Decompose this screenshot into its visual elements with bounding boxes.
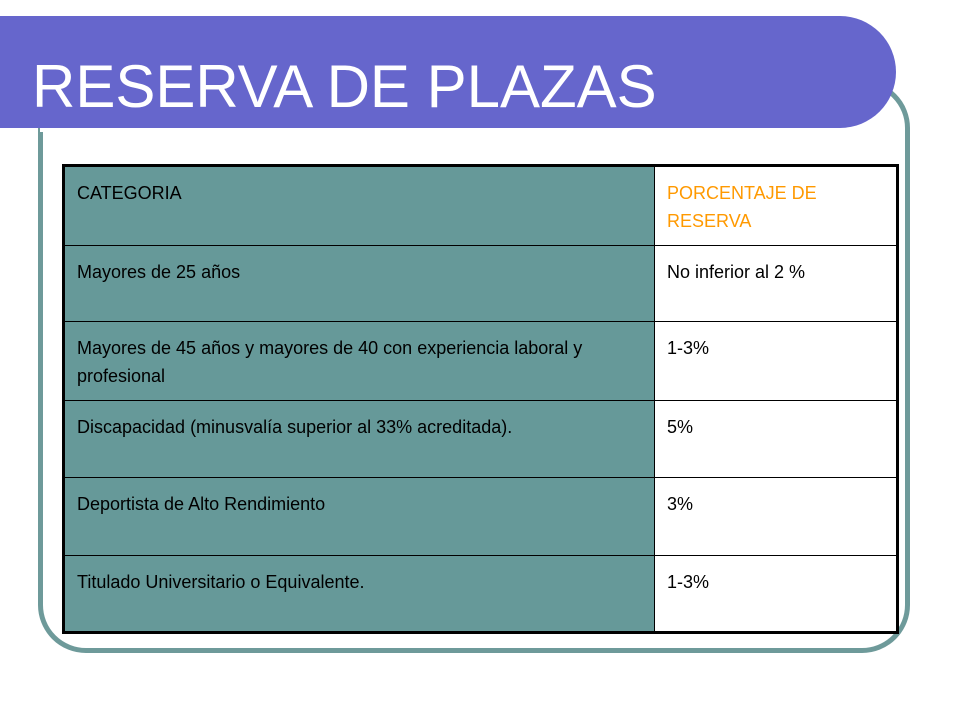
slide-title: RESERVA DE PLAZAS bbox=[32, 53, 657, 120]
header-category: CATEGORIA bbox=[64, 166, 655, 246]
category-cell: Titulado Universitario o Equivalente. bbox=[64, 556, 655, 633]
category-cell: Mayores de 45 años y mayores de 40 con experiencia laboral y profesional bbox=[64, 322, 655, 401]
title-bar bbox=[0, 16, 896, 128]
percentage-cell: 3% bbox=[655, 478, 898, 556]
table-row bbox=[64, 556, 898, 633]
header-percentage: PORCENTAJE DE RESERVA bbox=[655, 166, 898, 246]
table-row bbox=[64, 246, 898, 322]
table-row bbox=[64, 401, 898, 478]
percentage-cell: No inferior al 2 % bbox=[655, 246, 898, 322]
category-cell: Discapacidad (minusvalía superior al 33% acreditada). bbox=[64, 401, 655, 478]
table-row bbox=[64, 478, 898, 556]
table-row bbox=[64, 322, 898, 401]
title-underline bbox=[40, 128, 848, 132]
percentage-cell: 5% bbox=[655, 401, 898, 478]
category-cell: Deportista de Alto Rendimiento bbox=[64, 478, 655, 556]
percentage-cell: 1-3% bbox=[655, 322, 898, 401]
reservation-table bbox=[62, 164, 899, 634]
category-cell: Mayores de 25 años bbox=[64, 246, 655, 322]
percentage-cell: 1-3% bbox=[655, 556, 898, 633]
table-header-row bbox=[64, 166, 898, 246]
